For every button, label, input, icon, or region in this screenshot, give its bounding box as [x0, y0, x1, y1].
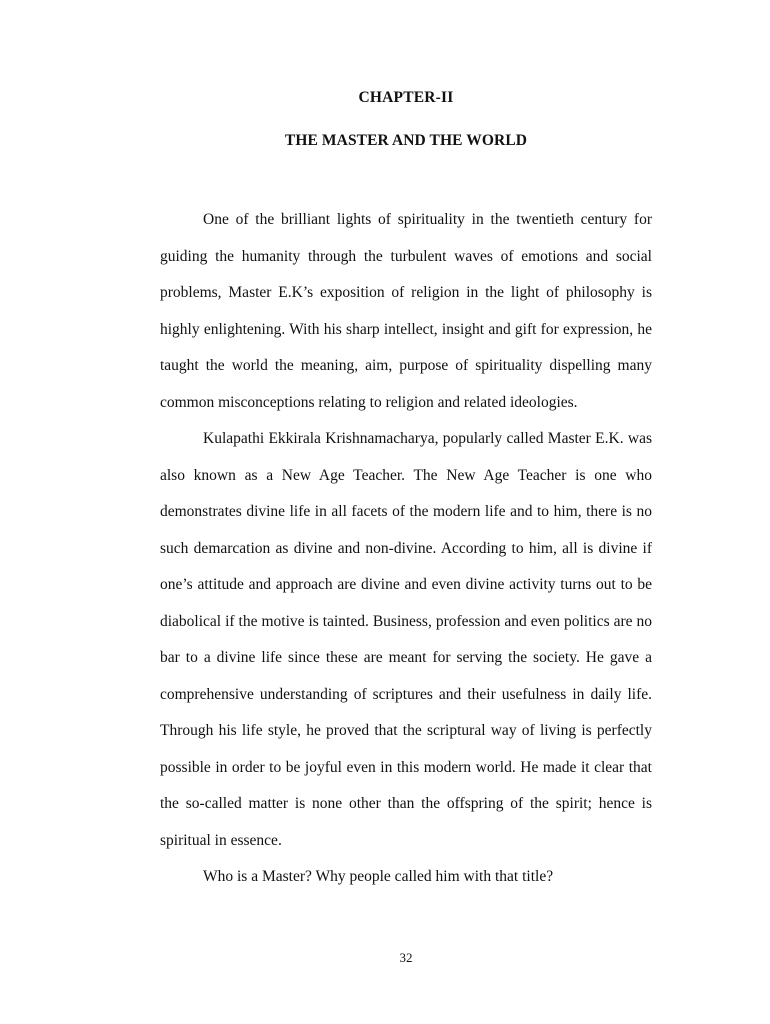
chapter-label: CHAPTER-II [358, 89, 454, 106]
page-number: 32 [399, 950, 413, 965]
body-text [160, 202, 652, 896]
chapter-title: THE MASTER AND THE WORLD [284, 132, 528, 149]
paragraph-2: Kulapathi Ekkirala Krishnamacharya, popularly called Master E.K. was also known as a New Age Teacher. The New Age Teacher is one who demonstrates divine life in all facets of the modern life and to him, there is no such demarcation as divine and non-divine. According to him, all is divine if one’s attitude and approach are divine and even divine activity turns out to be diabolical if the motive is tainted. Business, profession and even politics are no bar to a divine life since these are meant for serving the society. He gave a comprehensive understanding of scriptures and their usefulness in daily life. Through his life style, he proved that the scriptural way of living is perfectly possible in order to be joyful even in this modern world. He made it clear that the so-called matter is none other than the offspring of the spirit; hence is spiritual in essence. [160, 430, 652, 849]
paragraph-1: One of the brilliant lights of spirituality in the twentieth century for guiding the humanity through the turbulent waves of emotions and social problems, Master E.K’s exposition of religion in the light of philosophy is highly enlightening. With his sharp intellect, insight and gift for expression, he taught the world the meaning, aim, purpose of spirituality dispelling many common misconceptions relating to religion and related ideologies. [160, 211, 652, 411]
paragraph-3: Who is a Master? Why people called him with that title? [203, 868, 554, 885]
